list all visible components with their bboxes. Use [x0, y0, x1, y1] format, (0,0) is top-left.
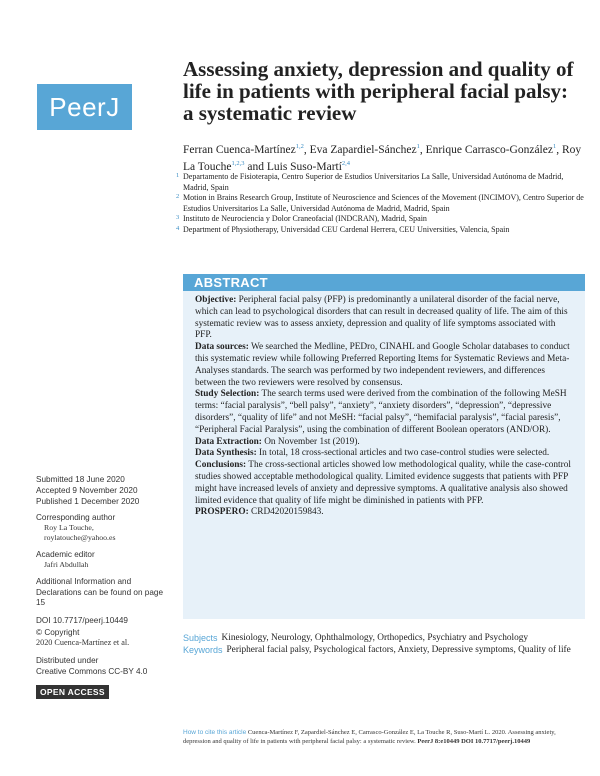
academic-editor-label: Academic editor	[36, 550, 95, 559]
author-affil-sup: 2,4	[341, 159, 351, 167]
academic-editor	[36, 549, 95, 570]
author-affil-sup: 1	[552, 143, 557, 150]
affiliation: 3 Instituto de Neurociencia y Dolor Craneofacial (INDCRAN), Madrid, Spain	[176, 214, 427, 223]
subjects-keywords	[183, 632, 585, 656]
corresponding-author-email[interactable]: roylatouche@yahoo.es	[44, 533, 116, 542]
affiliation-list	[176, 172, 586, 235]
additional-info-link[interactable]: Additional Information and Declarations can be found on page 15	[36, 577, 163, 607]
submitted-date: Submitted 18 June 2020	[36, 475, 125, 484]
keywords-text: Peripheral facial palsy, Psychological factors, Anxiety, Depressive symptoms, Quality of life	[226, 645, 571, 655]
copyright-holder: 2020 Cuenca-Martínez et al.	[36, 638, 130, 647]
academic-editor-name: Jafri Abdullah	[44, 560, 89, 569]
author-affil-sup: 1	[416, 143, 420, 150]
citation-text: Cuenca-Martínez F, Zapardiel-Sánchez E, Carrasco-González E, La Touche R, Suso-Martí L. 2020. Assessing anxiety, depression and quality of life in patients with peripheral facial palsy: a systematic review.	[183, 729, 556, 745]
author-list: Ferran Cuenca-Martínez$^{1,2}$, Eva Zapardiel-Sánchez$^1$, Enrique Carrasco-González$^1$, Roy La Touche$^{1,2,3}$ and Luis Suso-Martí$^{2,4}$	[183, 143, 582, 173]
subjects-text: Kinesiology, Neurology, Ophthalmology, Orthopedics, Psychiatry and Psychology	[221, 633, 529, 643]
paper-title: Assessing anxiety, depression and quality of life in patients with peripheral facial palsy: a systematic review	[183, 57, 574, 125]
keywords-row	[183, 644, 585, 656]
author-name[interactable]: Enrique Carrasco-González	[425, 143, 553, 156]
license-link[interactable]: Creative Commons CC-BY 4.0	[36, 666, 148, 676]
citation-doi[interactable]: PeerJ 8:e10449 DOI 10.7717/peerj.10449	[417, 738, 531, 745]
corresponding-author-name: Roy La Touche,	[44, 523, 94, 532]
author-name[interactable]: Eva Zapardiel-Sánchez	[309, 143, 417, 156]
abstract-heading: ABSTRACT	[183, 274, 585, 291]
copyright-label: © Copyright	[36, 628, 80, 637]
corresponding-author	[36, 512, 115, 543]
abstract-study-selection: Study Selection: The search terms used were derived from the combination of the following MeSH terms: “facial paralysis”, “bell palsy”, “anxiety”, “anxiety disorders”, “depression”, “depressive disorders”, “quality of life” and not MeSH: “facial palsy”, “hemifacial paralysis”, “facial paresis”, “Peripheral Facial Paralysis”, using the combination of different Boolean operators (AND/OR).	[195, 389, 567, 435]
author-name[interactable]: Roy La Touche	[183, 143, 582, 173]
abstract-data-sources: Data sources: We searched the Medline, PEDro, CINAHL and Google Scholar databases to conduct this systematic review while following Preferred Reporting Items for Systematic Reviews and Meta-Analyses standards. The search was performed by two independent reviewers, and differences between the two reviewers were resolved by consensus.	[195, 342, 570, 388]
open-access-badge: OPEN ACCESS	[36, 685, 109, 699]
abstract-body	[183, 291, 585, 619]
doi-link[interactable]: DOI 10.7717/peerj.10449	[36, 616, 128, 625]
keywords-label: Keywords	[183, 645, 223, 655]
abstract-conclusions: Conclusions: The cross-sectional articles showed low methodological quality, while the case-control studies showed acceptable methodological quality. Limited evidence suggests that patients with PFP might have increased levels of anxiety and depressive symptoms. A qualitative analysis also showed limited evidence that quality of life might be diminished in patients with PFP.	[195, 460, 571, 506]
author-affil-sup: 1,2,3	[231, 159, 245, 167]
citation	[183, 728, 585, 746]
affiliation: 2 Motion in Brains Research Group, Institute of Neuroscience and Sciences of the Movement (INCIMOV), Centro Superior de Estudios Universitarios La Salle, Universidad Autónoma de Madrid, Madrid, Spain	[176, 193, 584, 213]
subjects-row	[183, 632, 585, 644]
subjects-label: Subjects	[183, 633, 218, 643]
abstract-prospero: PROSPERO: CRD42020159843.	[195, 507, 324, 518]
author-name[interactable]: Ferran Cuenca-Martínez	[183, 143, 296, 156]
copyright-icon: ©	[36, 628, 43, 637]
license: Distributed under Creative Commons CC-BY 4.0	[36, 656, 148, 676]
copyright	[36, 628, 129, 648]
abstract-data-synthesis: Data Synthesis: In total, 18 cross-sectional articles and two case-control studies were selected.	[195, 448, 550, 459]
published-date: Published 1 December 2020	[36, 497, 140, 506]
publication-dates	[36, 474, 139, 507]
corresponding-author-label: Corresponding author	[36, 513, 116, 522]
affiliation: 4 Department of Physiotherapy, Universidad CEU Cardenal Herrera, CEU Universities, Valencia, Spain	[176, 224, 510, 234]
accepted-date: Accepted 9 November 2020	[36, 486, 138, 495]
abstract-data-extraction: Data Extraction: On November 1st (2019).	[195, 436, 360, 447]
affiliation: 1 Departamento de Fisioterapia, Centro Superior de Estudios Universitarios La Salle, Universidad Autónoma de Madrid, Madrid, Spain	[176, 172, 564, 192]
peerj-logo: PeerJ	[37, 84, 132, 130]
author-affil-sup: 1,2	[295, 143, 304, 150]
citation-label: How to cite this article	[183, 729, 247, 736]
author-name[interactable]: Luis Suso-Martí	[266, 160, 342, 173]
abstract-objective: Objective: Peripheral facial palsy (PFP) is predominantly a unilateral disorder of the facial nerve, which can lead to psychological disorders that can result in decreased quality of life. The aim of this systematic review was to assess anxiety, depression and quality of life symptoms associated with PFP.	[195, 295, 568, 341]
